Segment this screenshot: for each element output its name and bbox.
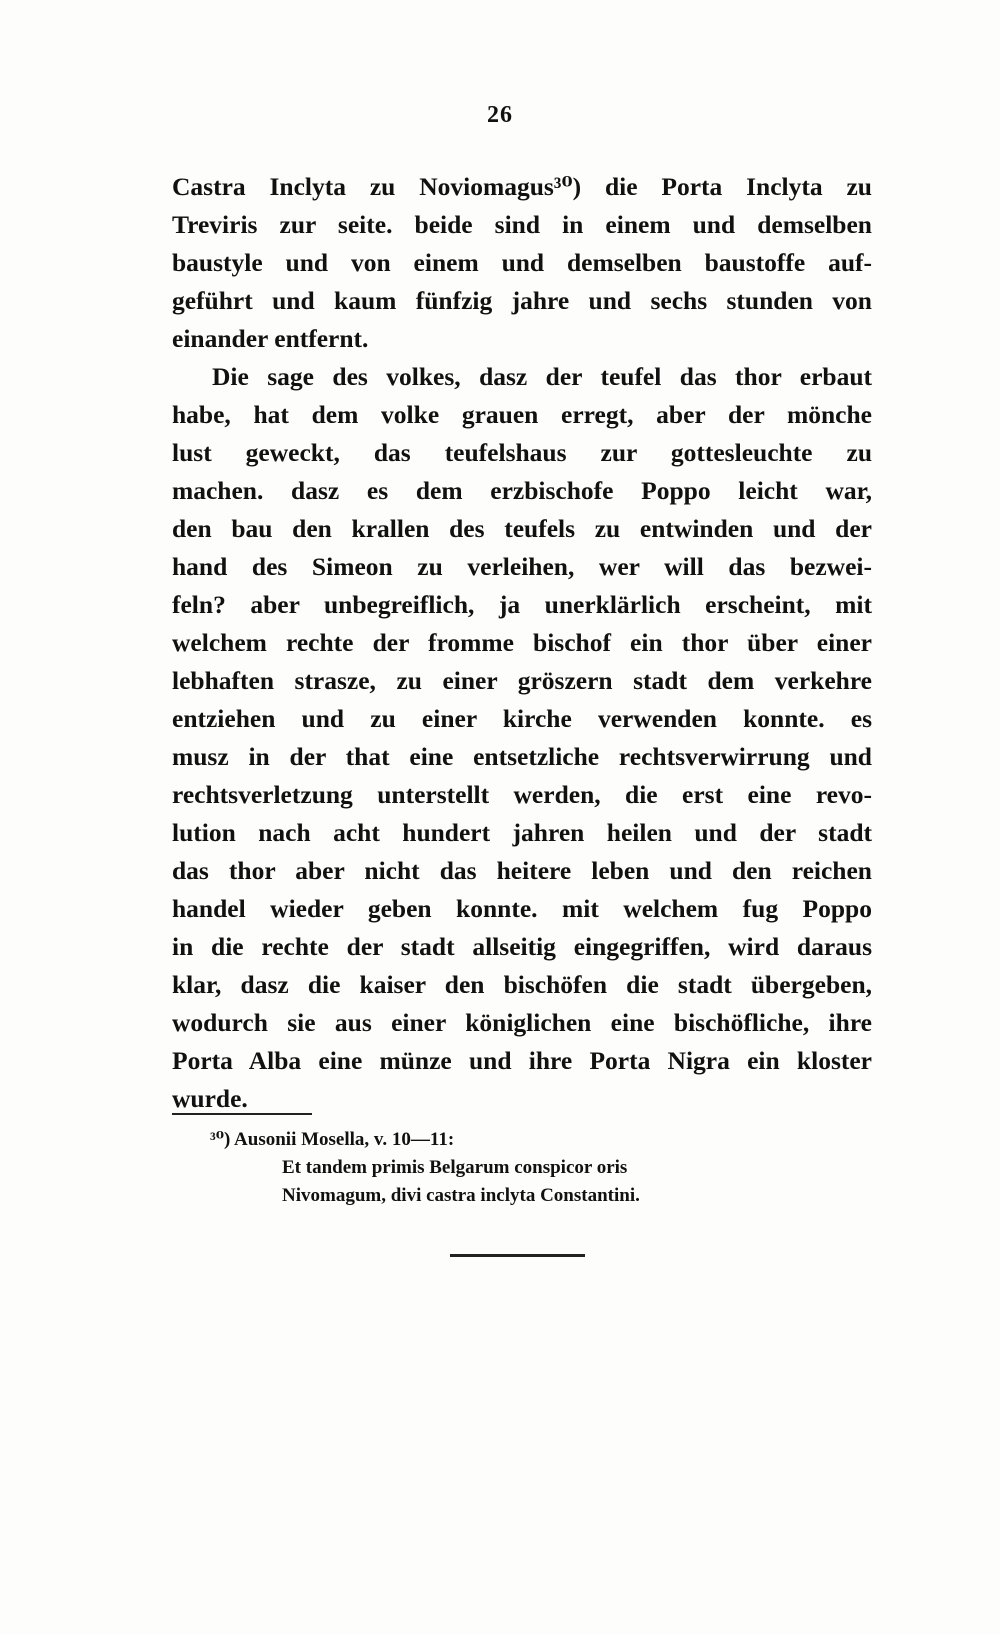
text-line: habe, hat dem volke grauen erregt, aber der mönche — [172, 400, 872, 429]
section-end-rule — [450, 1254, 585, 1257]
footnote-reference: ³⁰) Ausonii Mosella, v. 10—11: — [210, 1129, 455, 1150]
body-text — [172, 168, 872, 1118]
text-line: rechtsverletzung unterstellt werden, die erst eine revo- — [172, 780, 872, 809]
text-line: wurde. — [172, 1084, 248, 1113]
text-line: Die sage des volkes, dasz der teufel das thor erbaut — [212, 362, 872, 391]
footnote-quote-line: Et tandem primis Belgarum conspicor oris — [282, 1157, 628, 1178]
text-line: wodurch sie aus einer königlichen eine bischöfliche, ihre — [172, 1008, 872, 1037]
text-line: den bau den krallen des teufels zu entwinden und der — [172, 514, 872, 543]
text-line: in die rechte der stadt allseitig eingegriffen, wird daraus — [172, 932, 872, 961]
text-line: das thor aber nicht das heitere leben und den reichen — [172, 856, 872, 885]
footnote — [172, 1126, 772, 1210]
text-line: Porta Alba eine münze und ihre Porta Nigra ein kloster — [172, 1046, 872, 1075]
footnote-separator — [172, 1113, 312, 1115]
text-line: entziehen und zu einer kirche verwenden konnte. es — [172, 704, 872, 733]
text-line: machen. dasz es dem erzbischofe Poppo leicht war, — [172, 476, 872, 505]
text-line: welchem rechte der fromme bischof ein thor über einer — [172, 628, 872, 657]
text-line: baustyle und von einem und demselben baustoffe auf- — [172, 248, 872, 277]
footnote-quote-line: Nivomagum, divi castra inclyta Constantini. — [282, 1185, 640, 1206]
text-line: geführt und kaum fünfzig jahre und sechs stunden von — [172, 286, 872, 315]
text-line: Castra Inclyta zu Noviomagus³⁰) die Porta Inclyta zu — [172, 172, 872, 201]
page-number: 26 — [487, 102, 513, 128]
text-line: klar, dasz die kaiser den bischöfen die stadt übergeben, — [172, 970, 872, 999]
text-line: handel wieder geben konnte. mit welchem fug Poppo — [172, 894, 872, 923]
text-line: einander entfernt. — [172, 324, 369, 353]
text-line: lust geweckt, das teufelshaus zur gottesleuchte zu — [172, 438, 872, 467]
text-line: Treviris zur seite. beide sind in einem und demselben — [172, 210, 872, 239]
text-line: lebhaften strasze, zu einer gröszern stadt dem verkehre — [172, 666, 872, 695]
text-line: feln? aber unbegreiflich, ja unerklärlich erscheint, mit — [172, 590, 872, 619]
text-line: hand des Simeon zu verleihen, wer will das bezwei- — [172, 552, 872, 581]
text-line: musz in der that eine entsetzliche rechtsverwirrung und — [172, 742, 872, 771]
text-line: lution nach acht hundert jahren heilen und der stadt — [172, 818, 872, 847]
